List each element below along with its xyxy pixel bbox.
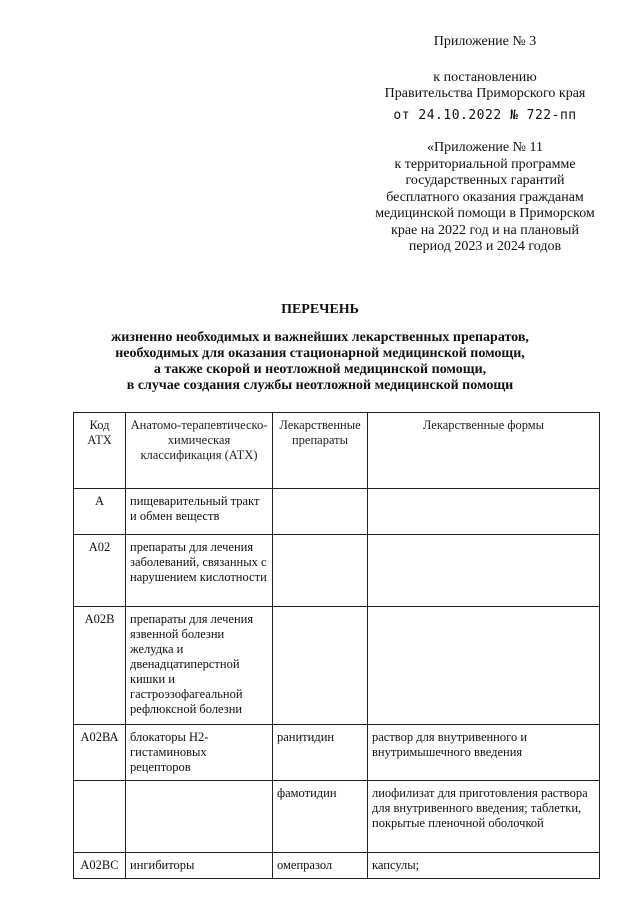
cell-classification: препараты для лечения заболеваний, связанных с нарушением кислотности xyxy=(126,535,273,607)
cell-code: А02В xyxy=(74,607,126,725)
table-row xyxy=(74,781,600,853)
subtitle-line: жизненно необходимых и важнейших лекарственных препаратов, xyxy=(111,330,529,345)
sub-appendix-line: бесплатного оказания гражданам xyxy=(386,189,584,205)
cell-drug: ранитидин xyxy=(273,725,368,781)
cell-drug: омепразол xyxy=(273,853,368,879)
header-atx-classification: Анатомо-терапевтическо-химическая классификация (АТХ) xyxy=(126,413,273,489)
subtitle-line: необходимых для оказания стационарной медицинской помощи, xyxy=(115,346,525,361)
appendix-number: Приложение № 3 xyxy=(433,34,537,49)
decree-line: Правительства Приморского края xyxy=(384,86,586,101)
sub-appendix-reference xyxy=(330,140,640,256)
table-row xyxy=(74,535,600,607)
cell-code: А02ВА xyxy=(74,725,126,781)
cell-form: капсулы; xyxy=(368,853,600,879)
cell-code: А02 xyxy=(74,535,126,607)
table-header-row xyxy=(74,413,600,489)
sub-appendix-line: крае на 2022 год и на плановый xyxy=(391,222,579,238)
decree-number: от 24.10.2022 № 722-пп xyxy=(393,108,577,123)
subtitle-line: в случае создания службы неотложной медицинской помощи xyxy=(126,378,514,393)
cell-code: А xyxy=(74,489,126,535)
table-row xyxy=(74,725,600,781)
cell-form xyxy=(368,607,600,725)
document-title: ПЕРЕЧЕНЬ xyxy=(281,302,359,317)
cell-form xyxy=(368,535,600,607)
document-subtitle xyxy=(0,330,640,394)
cell-form xyxy=(368,489,600,535)
cell-classification: препараты для лечения язвенной болезни желудка и двенадцатиперстной кишки и гастроэзофагеальной рефлюксной болезни xyxy=(126,607,273,725)
table-row xyxy=(74,853,600,879)
decree-reference xyxy=(330,70,640,124)
cell-classification: пищеварительный тракт и обмен веществ xyxy=(126,489,273,535)
cell-drug xyxy=(273,489,368,535)
cell-form: раствор для внутривенного и внутримышечного введения xyxy=(368,725,600,781)
sub-appendix-line: государственных гарантий xyxy=(405,173,565,188)
table-row xyxy=(74,489,600,535)
cell-drug xyxy=(273,535,368,607)
sub-appendix-line: к территориальной программе xyxy=(394,156,576,172)
medicines-table xyxy=(73,412,600,879)
sub-appendix-line: медицинской помощи в Приморском xyxy=(375,206,595,221)
cell-classification: блокаторы Н2-гистаминовых рецепторов xyxy=(126,725,273,781)
table-row xyxy=(74,607,600,725)
cell-classification: ингибиторы xyxy=(126,853,273,879)
header-drugs: Лекарственные препараты xyxy=(273,413,368,489)
cell-form: лиофилизат для приготовления раствора для внутривенного введения; таблетки, покрытые пленочной оболочкой xyxy=(368,781,600,853)
decree-line: к постановлению xyxy=(433,70,537,85)
header-atx-code: Код АТХ xyxy=(74,413,126,489)
cell-drug: фамотидин xyxy=(273,781,368,853)
subtitle-line: а также скорой и неотложной медицинской помощи, xyxy=(153,362,487,377)
header-dosage-forms: Лекарственные формы xyxy=(368,413,600,489)
cell-code xyxy=(74,781,126,853)
cell-classification xyxy=(126,781,273,853)
sub-appendix-line: «Приложение № 11 xyxy=(427,140,543,155)
cell-drug xyxy=(273,607,368,725)
cell-code: А02ВС xyxy=(74,853,126,879)
sub-appendix-line: период 2023 и 2024 годов xyxy=(408,239,562,254)
